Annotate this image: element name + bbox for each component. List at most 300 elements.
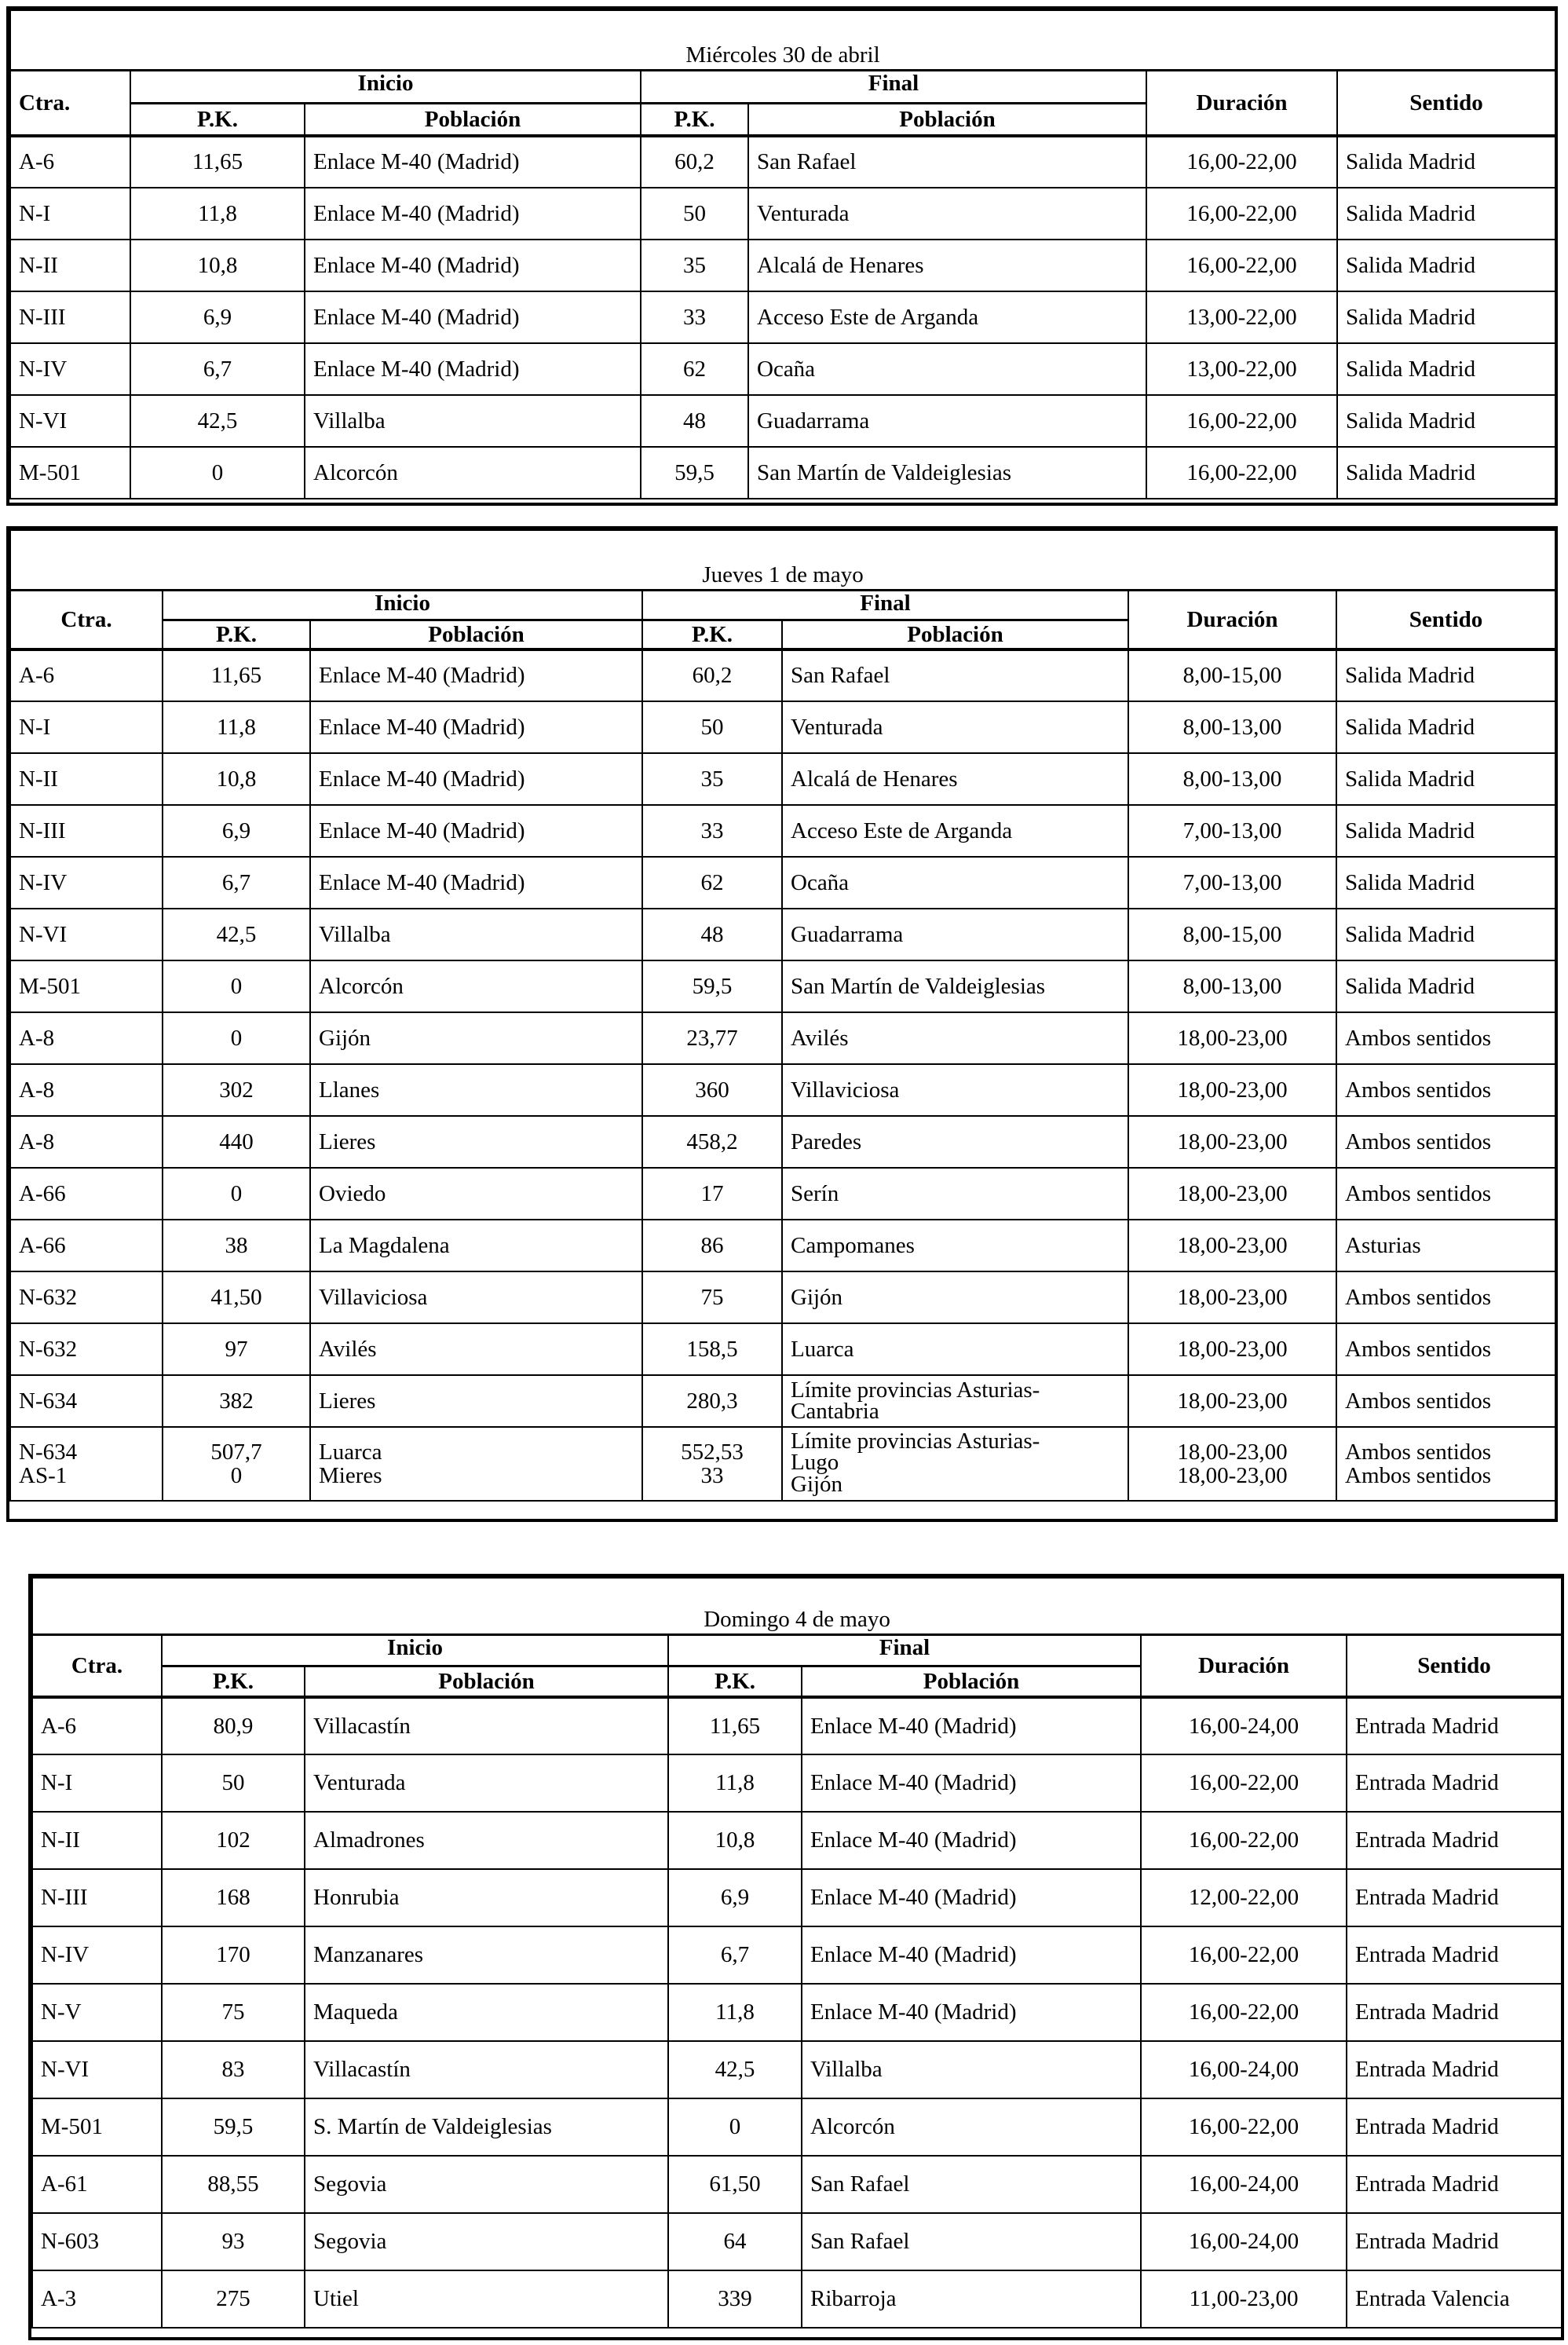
cell-duracion: 7,00-13,00 (1128, 857, 1336, 909)
cell-duracion: 16,00-22,00 (1141, 1926, 1347, 1984)
table-row (10, 240, 1555, 291)
cell-poblacion-inicio: Lieres (310, 1116, 642, 1168)
cell-poblacion-inicio: Villalba (310, 909, 642, 960)
cell-ctra: N-V (32, 1984, 162, 2041)
cell-duracion: 16,00-22,00 (1141, 2098, 1347, 2156)
traffic-table (9, 9, 1556, 499)
cell-poblacion-final: Acceso Este de Arganda (782, 805, 1128, 857)
table-row (10, 649, 1555, 701)
cell-pk-inicio: 97 (163, 1323, 310, 1375)
cell-pk-inicio: 11,65 (130, 136, 305, 188)
cell-sentido: Salida Madrid (1336, 649, 1555, 701)
cell-pk-inicio: 102 (162, 1812, 305, 1869)
cell-poblacion-inicio: Enlace M-40 (Madrid) (310, 805, 642, 857)
cell-poblacion-final: Guadarrama (748, 395, 1146, 447)
cell-sentido: Ambos sentidos (1345, 1463, 1492, 1488)
cell-pk-final: 48 (641, 395, 748, 447)
cell-poblacion-final: San Rafael (782, 649, 1128, 701)
table-row (10, 857, 1555, 909)
cell-sentido: Ambos sentidos (1336, 1116, 1555, 1168)
cell-ctra: N-634 (19, 1439, 78, 1465)
cell-ctra: N-632 (10, 1271, 163, 1323)
cell-ctra: M-501 (10, 960, 163, 1012)
table-row (32, 1697, 1562, 1754)
cell-poblacion-final: Acceso Este de Arganda (748, 291, 1146, 343)
table-row (10, 1375, 1555, 1427)
table-row (10, 1427, 1555, 1501)
cell-pk-inicio: 0 (163, 1012, 310, 1064)
cell-pk-final: 17 (642, 1168, 782, 1220)
cell-pk-final: 552,53 (681, 1439, 744, 1465)
cell-sentido: Ambos sentidos (1336, 1012, 1555, 1064)
cell-duracion: 18,00-23,00 (1177, 1439, 1288, 1465)
cell-pk-final: 6,7 (668, 1926, 802, 1984)
cell-sentido: Entrada Madrid (1347, 2098, 1562, 2156)
cell-ctra: A-3 (32, 2270, 162, 2328)
cell-pk-final: 35 (642, 753, 782, 805)
cell-poblacion-final: San Rafael (802, 2156, 1141, 2213)
cell-pk-final: 50 (642, 701, 782, 753)
cell-pk-inicio: 382 (163, 1375, 310, 1427)
cell-sentido: Salida Madrid (1336, 805, 1555, 857)
cell-pk-inicio: 10,8 (130, 240, 305, 291)
cell-duracion: 8,00-13,00 (1128, 960, 1336, 1012)
cell-pk-inicio: 6,9 (130, 291, 305, 343)
cell-pk-final: 158,5 (642, 1323, 782, 1375)
cell-ctra: N-IV (10, 857, 163, 909)
cell-duracion: 16,00-22,00 (1146, 136, 1337, 188)
cell-poblacion-inicio: Enlace M-40 (Madrid) (310, 857, 642, 909)
cell-pk-final: 64 (668, 2213, 802, 2270)
table-row (10, 1116, 1555, 1168)
cell-ctra: A-61 (32, 2156, 162, 2213)
cell-ctra: A-66 (10, 1168, 163, 1220)
cell-poblacion-inicio: Segovia (305, 2213, 668, 2270)
header-pk: P.K. (130, 103, 305, 136)
cell-pk-final: 62 (641, 343, 748, 395)
cell-poblacion-inicio: Venturada (305, 1754, 668, 1812)
table-row (10, 753, 1555, 805)
cell-poblacion-inicio: Avilés (310, 1323, 642, 1375)
header-poblacion: Población (802, 1666, 1141, 1697)
cell-poblacion-final: Enlace M-40 (Madrid) (802, 1984, 1141, 2041)
table-row (32, 2156, 1562, 2213)
table-domingo (28, 1574, 1564, 2340)
table-row (10, 909, 1555, 960)
cell-poblacion-inicio: Luarca (319, 1439, 382, 1465)
cell-duracion: 11,00-23,00 (1141, 2270, 1347, 2328)
cell-poblacion-final: Guadarrama (782, 909, 1128, 960)
table-row (10, 343, 1555, 395)
header-pk: P.K. (163, 620, 310, 649)
cell-poblacion-inicio: Enlace M-40 (Madrid) (310, 701, 642, 753)
table-row (10, 1323, 1555, 1375)
cell-pk-inicio: 93 (162, 2213, 305, 2270)
cell-pk-final: 33 (642, 805, 782, 857)
cell-pk-inicio: 38 (163, 1220, 310, 1271)
cell-pk-inicio: 50 (162, 1754, 305, 1812)
cell-pk-inicio: 11,65 (163, 649, 310, 701)
cell-pk-inicio: 0 (163, 1168, 310, 1220)
cell-ctra: N-I (10, 188, 130, 240)
cell-poblacion-final: Alcalá de Henares (748, 240, 1146, 291)
cell-sentido: Ambos sentidos (1336, 1168, 1555, 1220)
cell-poblacion-inicio: Enlace M-40 (Madrid) (310, 753, 642, 805)
header-final: Final (668, 1634, 1141, 1666)
cell-poblacion-inicio: Villacastín (305, 2041, 668, 2098)
cell-sentido: Entrada Madrid (1347, 1812, 1562, 1869)
table-row (10, 188, 1555, 240)
cell-sentido: Salida Madrid (1337, 188, 1555, 240)
table-row (32, 2098, 1562, 2156)
table-row (10, 701, 1555, 753)
cell-pk-inicio: 42,5 (130, 395, 305, 447)
cell-ctra: N-I (32, 1754, 162, 1812)
cell-pk-inicio: 0 (130, 447, 305, 499)
header-pk: P.K. (642, 620, 782, 649)
cell-duracion: 16,00-22,00 (1141, 1812, 1347, 1869)
header-duracion: Duración (1141, 1634, 1347, 1697)
cell-poblacion-final: Gijón (782, 1271, 1128, 1323)
cell-poblacion-final: Ocaña (748, 343, 1146, 395)
cell-poblacion-final: Límite provincias Asturias-Lugo (791, 1429, 1040, 1475)
cell-poblacion-final: Enlace M-40 (Madrid) (802, 1697, 1141, 1754)
table-miercoles (6, 6, 1558, 506)
cell-sentido: Ambos sentidos (1336, 1323, 1555, 1375)
table-row (32, 1984, 1562, 2041)
cell-pk-final: 60,2 (642, 649, 782, 701)
cell-pk-final: 48 (642, 909, 782, 960)
cell-ctra: N-632 (10, 1323, 163, 1375)
cell-pk-final: 458,2 (642, 1116, 782, 1168)
cell-pk-final: 50 (641, 188, 748, 240)
cell-pk-final: 11,8 (668, 1754, 802, 1812)
table-row (10, 1168, 1555, 1220)
cell-ctra: N-III (10, 805, 163, 857)
cell-pk-final: 59,5 (642, 960, 782, 1012)
cell-sentido: Salida Madrid (1336, 753, 1555, 805)
cell-sentido: Ambos sentidos (1345, 1439, 1492, 1465)
cell-ctra: AS-1 (19, 1463, 68, 1488)
table-row (32, 1869, 1562, 1926)
table-jueves (6, 526, 1558, 1522)
cell-ctra: N-634 (10, 1375, 163, 1427)
cell-poblacion-final: Campomanes (782, 1220, 1128, 1271)
cell-sentido: Entrada Valencia (1347, 2270, 1562, 2328)
cell-poblacion-final: San Martín de Valdeiglesias (748, 447, 1146, 499)
cell-sentido: Salida Madrid (1337, 291, 1555, 343)
cell-pk-inicio: 83 (162, 2041, 305, 2098)
cell-poblacion-inicio: Enlace M-40 (Madrid) (305, 343, 641, 395)
cell-pk-inicio: 75 (162, 1984, 305, 2041)
cell-pk-inicio: 42,5 (163, 909, 310, 960)
cell-poblacion-inicio: Mieres (319, 1463, 382, 1488)
cell-sentido: Salida Madrid (1336, 857, 1555, 909)
table-row (32, 1812, 1562, 1869)
table-row (10, 1220, 1555, 1271)
cell-pk-final: 23,77 (642, 1012, 782, 1064)
cell-poblacion-final: Villaviciosa (782, 1064, 1128, 1116)
cell-pk-final: 11,8 (668, 1984, 802, 2041)
cell-duracion: 16,00-22,00 (1146, 240, 1337, 291)
cell-poblacion-inicio: S. Martín de Valdeiglesias (305, 2098, 668, 2156)
cell-poblacion-final: Venturada (748, 188, 1146, 240)
header-pk: P.K. (162, 1666, 305, 1697)
cell-ctra: N-I (10, 701, 163, 753)
cell-poblacion-final: Luarca (782, 1323, 1128, 1375)
cell-duracion: 8,00-15,00 (1128, 909, 1336, 960)
cell-duracion: 12,00-22,00 (1141, 1869, 1347, 1926)
cell-sentido: Salida Madrid (1337, 240, 1555, 291)
cell-poblacion-inicio: Alcorcón (310, 960, 642, 1012)
cell-sentido: Ambos sentidos (1336, 1375, 1555, 1427)
cell-duracion: 8,00-13,00 (1128, 753, 1336, 805)
cell-poblacion-inicio: Segovia (305, 2156, 668, 2213)
cell-duracion: 16,00-22,00 (1146, 447, 1337, 499)
cell-poblacion-inicio: Alcorcón (305, 447, 641, 499)
cell-poblacion-inicio: Enlace M-40 (Madrid) (305, 188, 641, 240)
cell-pk-inicio: 507,7 (210, 1439, 262, 1465)
cell-poblacion-inicio: Enlace M-40 (Madrid) (305, 291, 641, 343)
header-inicio: Inicio (163, 590, 642, 620)
cell-pk-inicio: 59,5 (162, 2098, 305, 2156)
cell-ctra: N-III (32, 1869, 162, 1926)
header-inicio: Inicio (162, 1634, 668, 1666)
cell-sentido: Entrada Madrid (1347, 1697, 1562, 1754)
cell-poblacion-inicio: Oviedo (310, 1168, 642, 1220)
cell-ctra: A-8 (10, 1064, 163, 1116)
cell-poblacion-final: Villalba (802, 2041, 1141, 2098)
cell-ctra: N-II (10, 753, 163, 805)
cell-ctra: N-VI (10, 395, 130, 447)
cell-poblacion-inicio: Enlace M-40 (Madrid) (305, 240, 641, 291)
header-ctra: Ctra. (10, 590, 163, 649)
cell-ctra: N-II (32, 1812, 162, 1869)
cell-poblacion-final: Gijón (791, 1472, 843, 1498)
cell-pk-final: 42,5 (668, 2041, 802, 2098)
cell-pk-inicio: 6,7 (163, 857, 310, 909)
cell-sentido: Entrada Madrid (1347, 1926, 1562, 1984)
cell-duracion: 16,00-24,00 (1141, 2156, 1347, 2213)
cell-poblacion-final: Límite provincias Asturias-Cantabria (782, 1375, 1128, 1427)
header-inicio: Inicio (130, 70, 641, 103)
cell-pk-final: 6,9 (668, 1869, 802, 1926)
cell-ctra: A-8 (10, 1012, 163, 1064)
cell-pk-inicio: 88,55 (162, 2156, 305, 2213)
cell-pk-final: 11,65 (668, 1697, 802, 1754)
header-poblacion: Población (305, 1666, 668, 1697)
cell-duracion: 7,00-13,00 (1128, 805, 1336, 857)
cell-duracion: 16,00-22,00 (1141, 1984, 1347, 2041)
cell-poblacion-final: San Rafael (802, 2213, 1141, 2270)
cell-duracion: 18,00-23,00 (1128, 1375, 1336, 1427)
cell-duracion: 18,00-23,00 (1128, 1116, 1336, 1168)
cell-ctra: A-6 (10, 649, 163, 701)
table-caption: Domingo 4 de mayo (32, 1578, 1562, 1634)
cell-poblacion-final: Avilés (782, 1012, 1128, 1064)
traffic-table (9, 529, 1556, 1502)
cell-sentido: Asturias (1336, 1220, 1555, 1271)
cell-poblacion-inicio: Maqueda (305, 1984, 668, 2041)
table-row (32, 2213, 1562, 2270)
cell-pk-inicio: 0 (163, 960, 310, 1012)
cell-sentido: Entrada Madrid (1347, 1869, 1562, 1926)
cell-ctra: A-8 (10, 1116, 163, 1168)
cell-sentido: Ambos sentidos (1336, 1271, 1555, 1323)
header-pk: P.K. (641, 103, 748, 136)
cell-ctra: A-66 (10, 1220, 163, 1271)
cell-ctra: N-IV (10, 343, 130, 395)
cell-poblacion-final: Alcorcón (802, 2098, 1141, 2156)
table-row (10, 1012, 1555, 1064)
cell-ctra: N-IV (32, 1926, 162, 1984)
cell-duracion: 13,00-22,00 (1146, 291, 1337, 343)
cell-pk-final: 33 (700, 1463, 724, 1488)
cell-poblacion-inicio: Enlace M-40 (Madrid) (310, 649, 642, 701)
cell-pk-inicio: 80,9 (162, 1697, 305, 1754)
table-row (10, 960, 1555, 1012)
header-final: Final (641, 70, 1146, 103)
cell-sentido: Salida Madrid (1337, 343, 1555, 395)
cell-poblacion-inicio: Lieres (310, 1375, 642, 1427)
cell-sentido: Salida Madrid (1336, 960, 1555, 1012)
cell-duracion: 16,00-24,00 (1141, 1697, 1347, 1754)
cell-poblacion-final: Ocaña (782, 857, 1128, 909)
cell-pk-inicio: 275 (162, 2270, 305, 2328)
cell-pk-final: 62 (642, 857, 782, 909)
header-poblacion: Población (305, 103, 641, 136)
cell-duracion: 18,00-23,00 (1128, 1064, 1336, 1116)
cell-ctra: A-6 (10, 136, 130, 188)
cell-poblacion-inicio: Almadrones (305, 1812, 668, 1869)
cell-duracion: 13,00-22,00 (1146, 343, 1337, 395)
cell-poblacion-final: Paredes (782, 1116, 1128, 1168)
cell-pk-inicio: 11,8 (163, 701, 310, 753)
cell-duracion: 16,00-22,00 (1146, 395, 1337, 447)
cell-pk-final: 339 (668, 2270, 802, 2328)
cell-pk-final: 59,5 (641, 447, 748, 499)
cell-poblacion-inicio: Honrubia (305, 1869, 668, 1926)
cell-pk-final: 0 (668, 2098, 802, 2156)
cell-pk-inicio: 41,50 (163, 1271, 310, 1323)
cell-pk-final: 75 (642, 1271, 782, 1323)
cell-ctra: N-VI (32, 2041, 162, 2098)
cell-ctra: A-6 (32, 1697, 162, 1754)
cell-sentido: Ambos sentidos (1336, 1064, 1555, 1116)
cell-pk-inicio: 440 (163, 1116, 310, 1168)
cell-sentido: Entrada Madrid (1347, 2213, 1562, 2270)
cell-poblacion-inicio: Manzanares (305, 1926, 668, 1984)
cell-ctra: N-III (10, 291, 130, 343)
cell-pk-final: 360 (642, 1064, 782, 1116)
cell-poblacion-final: San Rafael (748, 136, 1146, 188)
cell-ctra: N-VI (10, 909, 163, 960)
header-sentido: Sentido (1337, 70, 1555, 136)
cell-duracion: 16,00-24,00 (1141, 2213, 1347, 2270)
cell-pk-inicio: 0 (230, 1463, 243, 1488)
header-ctra: Ctra. (32, 1634, 162, 1697)
header-sentido: Sentido (1336, 590, 1555, 649)
cell-pk-inicio: 6,9 (163, 805, 310, 857)
header-poblacion: Población (748, 103, 1146, 136)
table-row (32, 2270, 1562, 2328)
cell-pk-final: 280,3 (642, 1375, 782, 1427)
cell-sentido: Salida Madrid (1337, 447, 1555, 499)
header-final: Final (642, 590, 1128, 620)
cell-poblacion-final: Enlace M-40 (Madrid) (802, 1754, 1141, 1812)
cell-duracion: 18,00-23,00 (1128, 1323, 1336, 1375)
cell-duracion: 8,00-13,00 (1128, 701, 1336, 753)
table-row (10, 447, 1555, 499)
cell-poblacion-inicio: Llanes (310, 1064, 642, 1116)
cell-pk-inicio: 170 (162, 1926, 305, 1984)
cell-pk-final: 86 (642, 1220, 782, 1271)
cell-pk-final: 35 (641, 240, 748, 291)
cell-duracion: 18,00-23,00 (1177, 1463, 1288, 1488)
cell-poblacion-inicio: La Magdalena (310, 1220, 642, 1271)
header-duracion: Duración (1128, 590, 1336, 649)
cell-ctra: M-501 (10, 447, 130, 499)
cell-pk-inicio: 10,8 (163, 753, 310, 805)
header-sentido: Sentido (1347, 1634, 1562, 1697)
cell-duracion: 18,00-23,00 (1128, 1271, 1336, 1323)
cell-poblacion-final: Enlace M-40 (Madrid) (802, 1812, 1141, 1869)
cell-poblacion-final: Serín (782, 1168, 1128, 1220)
cell-poblacion-final: Enlace M-40 (Madrid) (802, 1926, 1141, 1984)
header-poblacion: Población (782, 620, 1128, 649)
cell-poblacion-inicio: Villalba (305, 395, 641, 447)
table-row (32, 2041, 1562, 2098)
table-row (10, 805, 1555, 857)
traffic-table (31, 1577, 1563, 2329)
cell-poblacion-inicio: Villacastín (305, 1697, 668, 1754)
cell-poblacion-final: Ribarroja (802, 2270, 1141, 2328)
header-pk: P.K. (668, 1666, 802, 1697)
table-row (32, 1754, 1562, 1812)
table-row (32, 1926, 1562, 1984)
cell-pk-inicio: 302 (163, 1064, 310, 1116)
cell-pk-final: 60,2 (641, 136, 748, 188)
cell-ctra: N-II (10, 240, 130, 291)
table-row (10, 136, 1555, 188)
table-row (10, 291, 1555, 343)
cell-sentido: Salida Madrid (1336, 909, 1555, 960)
cell-pk-inicio: 168 (162, 1869, 305, 1926)
cell-duracion: 18,00-23,00 (1128, 1168, 1336, 1220)
cell-sentido: Entrada Madrid (1347, 2041, 1562, 2098)
table-row (10, 1271, 1555, 1323)
table-caption: Jueves 1 de mayo (10, 530, 1555, 590)
cell-duracion: 16,00-22,00 (1141, 1754, 1347, 1812)
cell-pk-final: 33 (641, 291, 748, 343)
cell-pk-inicio: 6,7 (130, 343, 305, 395)
cell-sentido: Entrada Madrid (1347, 2156, 1562, 2213)
cell-poblacion-final: Alcalá de Henares (782, 753, 1128, 805)
cell-poblacion-final: San Martín de Valdeiglesias (782, 960, 1128, 1012)
header-poblacion: Población (310, 620, 642, 649)
cell-sentido: Salida Madrid (1337, 136, 1555, 188)
cell-poblacion-final: Venturada (782, 701, 1128, 753)
table-row (10, 1064, 1555, 1116)
table-row (10, 395, 1555, 447)
header-ctra: Ctra. (10, 70, 130, 136)
cell-pk-final: 61,50 (668, 2156, 802, 2213)
cell-sentido: Entrada Madrid (1347, 1754, 1562, 1812)
cell-ctra: M-501 (32, 2098, 162, 2156)
cell-duracion: 16,00-22,00 (1146, 188, 1337, 240)
cell-sentido: Salida Madrid (1337, 395, 1555, 447)
cell-ctra: N-603 (32, 2213, 162, 2270)
